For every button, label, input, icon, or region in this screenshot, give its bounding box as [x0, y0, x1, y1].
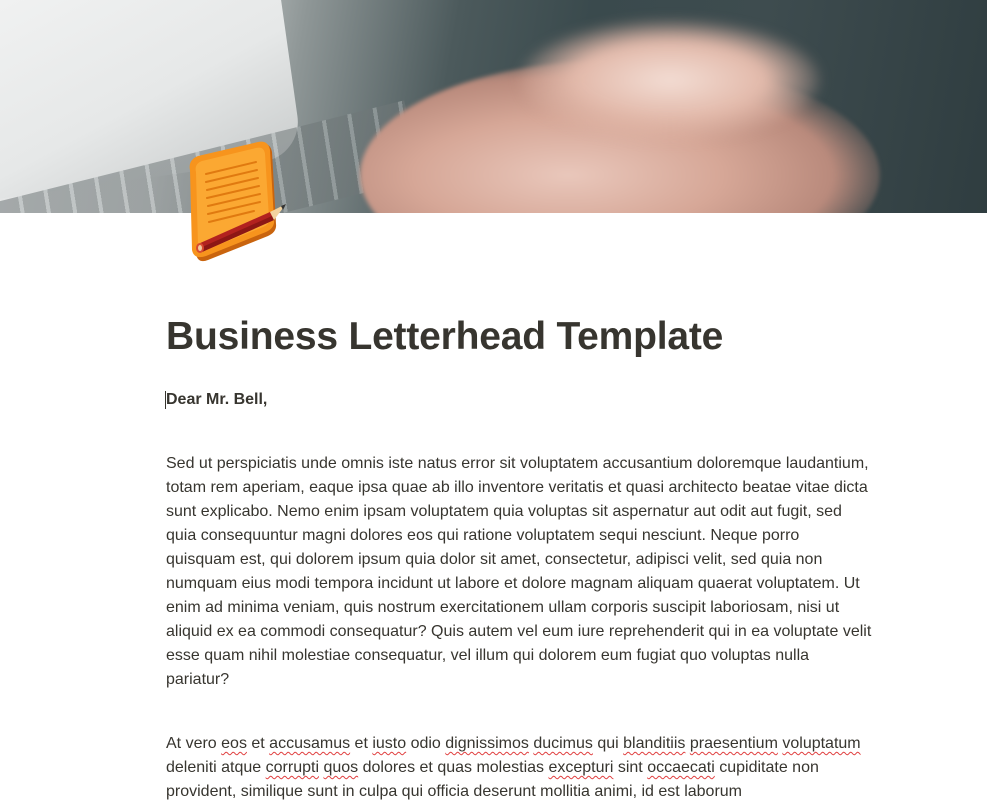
misspelled-word: accusamus — [269, 735, 351, 752]
page-title[interactable]: Business Letterhead Template — [166, 315, 724, 358]
misspelled-word: praesentium — [689, 735, 778, 752]
misspelled-word: dignissimos — [445, 735, 529, 752]
page-cover-image[interactable] — [0, 0, 987, 213]
letter-salutation[interactable] — [166, 388, 872, 412]
misspelled-word: blanditiis — [623, 735, 686, 752]
salutation-text: Dear Mr. Bell, — [166, 391, 268, 408]
paragraph-text: At vero — [166, 735, 222, 752]
text-cursor — [165, 391, 166, 409]
letter-paragraph-1[interactable]: Sed ut perspiciatis unde omnis iste natus error sit voluptatem accusantium doloremque laudantium, totam rem aperiam, eaque ipsa quae ab illo inventore veritatis et quasi architecto beatae vitae dicta sunt explicabo. Nemo enim ipsam voluptatem quia voluptas sit aspernatur aut odit aut fugit, sed quia consequuntur magni dolores eos qui ratione voluptatem sequi nesciunt. Neque porro quisquam est, qui dolorem ipsum quia dolor sit amet, consectetur, adipisci velit, sed quia non numquam eius modi tempora incidunt ut labore et dolore magnam aliquam quaerat voluptatem. Ut enim ad minima veniam, quis nostrum exercitationem ullam corporis suscipit laboriosam, nisi ut aliquid ex ea commodi consequatur? Quis autem vel eum iure reprehenderit qui in ea voluptate velit esse quam nihil molestiae consequatur, vel illum qui dolorem eum fugiat quo voluptas nulla pariatur? — [166, 455, 872, 688]
paragraph-text: et — [350, 735, 373, 752]
misspelled-word: excepturi — [548, 759, 614, 776]
misspelled-word: ducimus — [533, 735, 593, 752]
misspelled-word: eos — [221, 735, 247, 752]
letter-paragraph-2[interactable] — [166, 732, 872, 804]
page-content — [166, 312, 872, 804]
paragraph-text: et — [246, 735, 270, 752]
misspelled-word: iusto — [372, 735, 407, 752]
paragraph-text: deleniti atque — [166, 759, 266, 776]
notepad-pencil-icon[interactable] — [184, 140, 288, 266]
paragraph-text: qui — [592, 735, 624, 752]
paragraph-text: dolores et quas molestias — [358, 759, 549, 776]
paragraph-text: cupiditate non provident, similique sunt in culpa qui officia deserunt mollitia animi, id est laborum — [166, 759, 819, 800]
misspelled-word: quos — [323, 759, 359, 776]
hand-highlight-shape — [520, 20, 820, 140]
paragraph-text: sint — [613, 759, 648, 776]
paragraph-text: odio — [406, 735, 446, 752]
misspelled-word: corrupti — [265, 759, 319, 776]
misspelled-word: occaecati — [647, 759, 715, 776]
misspelled-word: voluptatum — [782, 735, 861, 752]
